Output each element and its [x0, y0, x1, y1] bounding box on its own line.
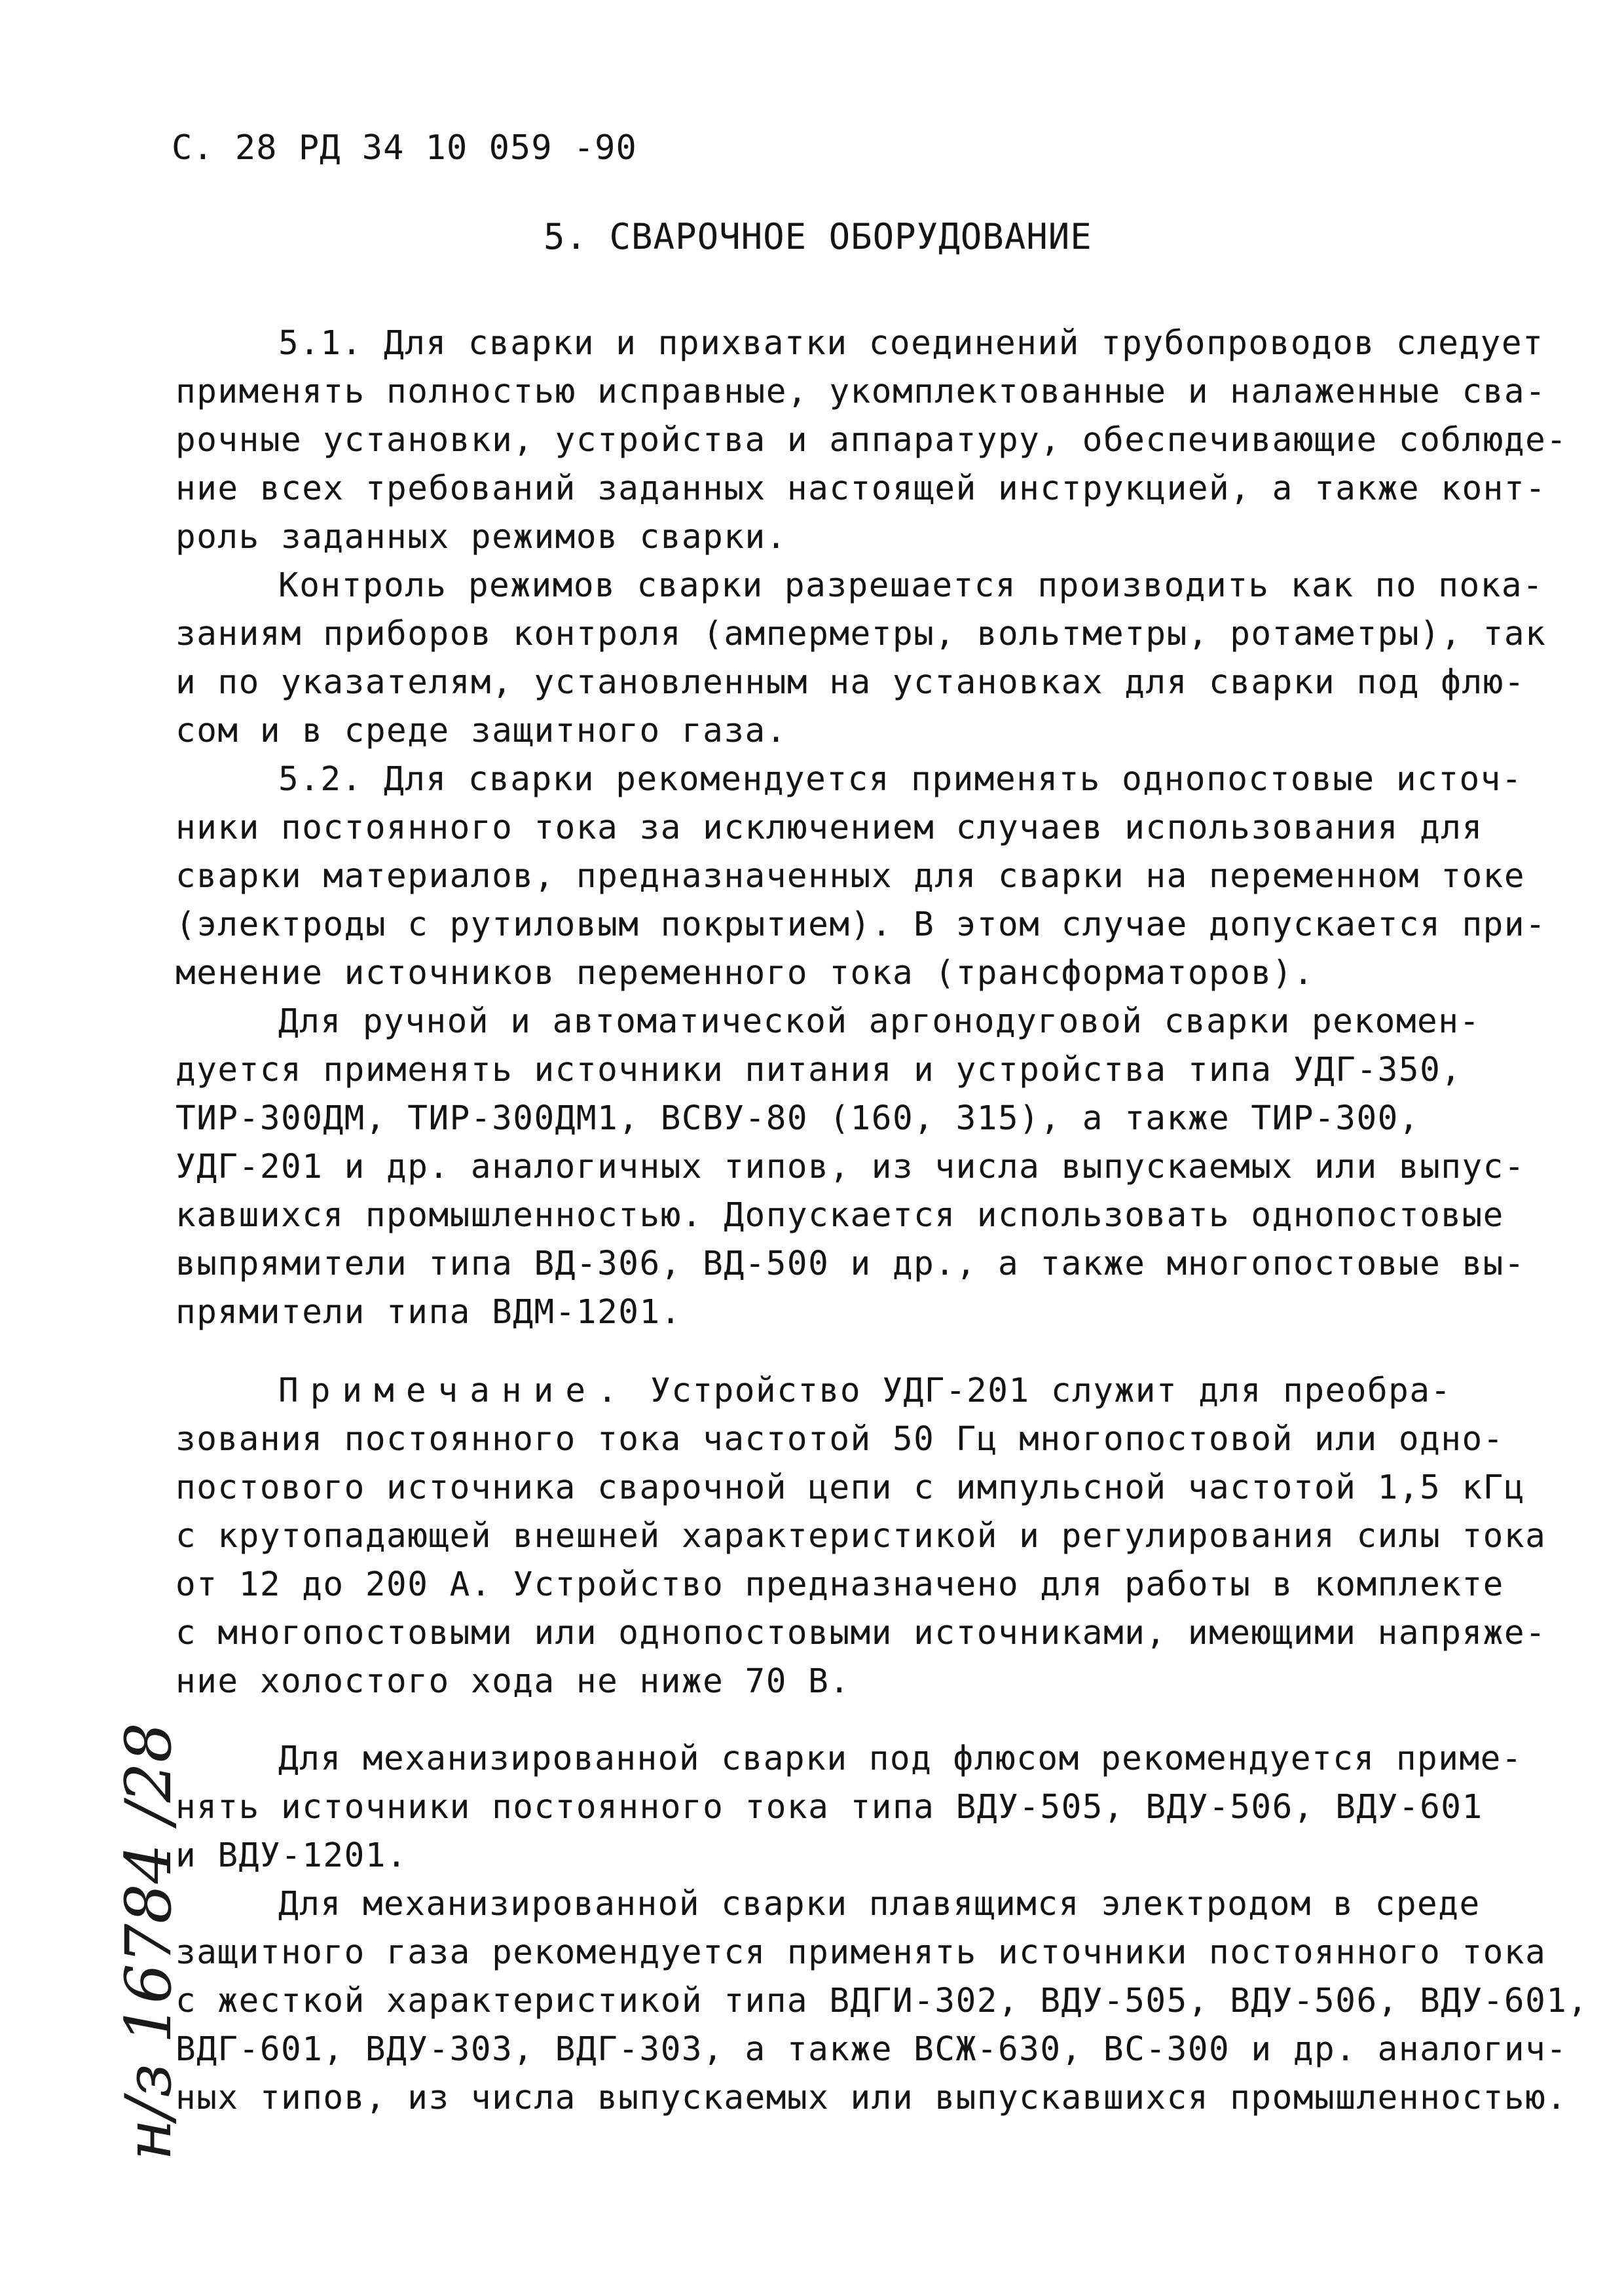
- note-line: с крутопадающей внешней характеристикой и регулирования силы тока: [175, 1517, 1547, 1556]
- text-line: применять полностью исправные, укомплектованные и налаженные сва-: [175, 373, 1547, 411]
- text-line: Для ручной и автоматической аргонодуговой сварки рекомен-: [278, 1002, 1481, 1041]
- text-line: и по указателям, установленным на установках для сварки под флю-: [175, 663, 1526, 702]
- text-line: ние всех требований заданных настоящей инструкцией, а также конт-: [175, 469, 1547, 508]
- note-text: Устройство УДГ-201 служит для преобра-: [650, 1372, 1452, 1410]
- text-line: Для механизированной сварки плавящимся электродом в среде: [278, 1885, 1481, 1923]
- note-first-line: [278, 1367, 1452, 1415]
- margin-note-text: н/з 16784 /28: [112, 1722, 185, 2160]
- text-line: УДГ-201 и др. аналогичных типов, из числа выпускаемых или выпус-: [175, 1148, 1526, 1186]
- text-line: с жесткой характеристикой типа ВДГИ-302, ВДУ-505, ВДУ-506, ВДУ-601,: [175, 1982, 1589, 2020]
- note-line: ние холостого хода не ниже 70 В.: [175, 1662, 851, 1701]
- handwritten-margin-note: [79, 1676, 210, 2174]
- text-line: и ВДУ-1201.: [175, 1836, 408, 1875]
- text-line: роль заданных режимов сварки.: [175, 518, 787, 556]
- text-line: ных типов, из числа выпускаемых или выпускавшихся промышленностью.: [175, 2079, 1568, 2117]
- page-header: С. 28 РД 34 10 059 -90: [172, 128, 637, 168]
- text-line: (электроды с рутиловым покрытием). В этом случае допускается при-: [175, 905, 1547, 944]
- section-title: 5. СВАРОЧНОЕ ОБОРУДОВАНИЕ: [544, 216, 1092, 257]
- note-line: от 12 до 200 А. Устройство предназначено для работы в комплекте: [175, 1565, 1504, 1604]
- note-label: Примечание.: [278, 1372, 629, 1410]
- text-line: Контроль режимов сварки разрешается производить как по пока-: [278, 566, 1544, 605]
- text-line: ВДГ-601, ВДУ-303, ВДГ-303, а также ВСЖ-630, ВС-300 и др. аналогич-: [175, 2030, 1568, 2069]
- note-line: зования постоянного тока частотой 50 Гц многопостовой или одно-: [175, 1420, 1504, 1459]
- text-line: дуется применять источники питания и устройства типа УДГ-350,: [175, 1051, 1462, 1089]
- text-line: рочные установки, устройства и аппаратуру, обеспечивающие соблюде-: [175, 421, 1568, 460]
- text-line: ники постоянного тока за исключением случаев использования для: [175, 809, 1483, 847]
- text-line: менение источников переменного тока (трансформаторов).: [175, 954, 1315, 993]
- text-line: защитного газа рекомендуется применять источники постоянного тока: [175, 1933, 1547, 1972]
- text-line: сом и в среде защитного газа.: [175, 712, 787, 750]
- text-line: прямители типа ВДМ-1201.: [175, 1293, 682, 1332]
- text-line: ТИР-300ДМ, ТИР-300ДМ1, ВСВУ-80 (160, 315), а также ТИР-300,: [175, 1099, 1420, 1138]
- text-line: 5.2. Для сварки рекомендуется применять однопостовые источ-: [278, 760, 1523, 799]
- text-line: заниям приборов контроля (амперметры, вольтметры, ротаметры), так: [175, 615, 1547, 653]
- text-line: выпрямители типа ВД-306, ВД-500 и др., а также многопостовые вы-: [175, 1245, 1526, 1283]
- text-line: нять источники постоянного тока типа ВДУ-505, ВДУ-506, ВДУ-601: [175, 1788, 1483, 1827]
- text-line: 5.1. Для сварки и прихватки соединений трубопроводов следует: [278, 324, 1544, 363]
- note-line: постового источника сварочной цепи с импульсной частотой 1,5 кГц: [175, 1468, 1526, 1507]
- text-line: Для механизированной сварки под флюсом рекомендуется приме-: [278, 1740, 1523, 1778]
- note-line: с многопостовыми или однопостовыми источниками, имеющими напряже-: [175, 1614, 1547, 1652]
- text-line: кавшихся промышленностью. Допускается использовать однопостовые: [175, 1196, 1504, 1235]
- text-line: сварки материалов, предназначенных для сварки на переменном токе: [175, 857, 1526, 896]
